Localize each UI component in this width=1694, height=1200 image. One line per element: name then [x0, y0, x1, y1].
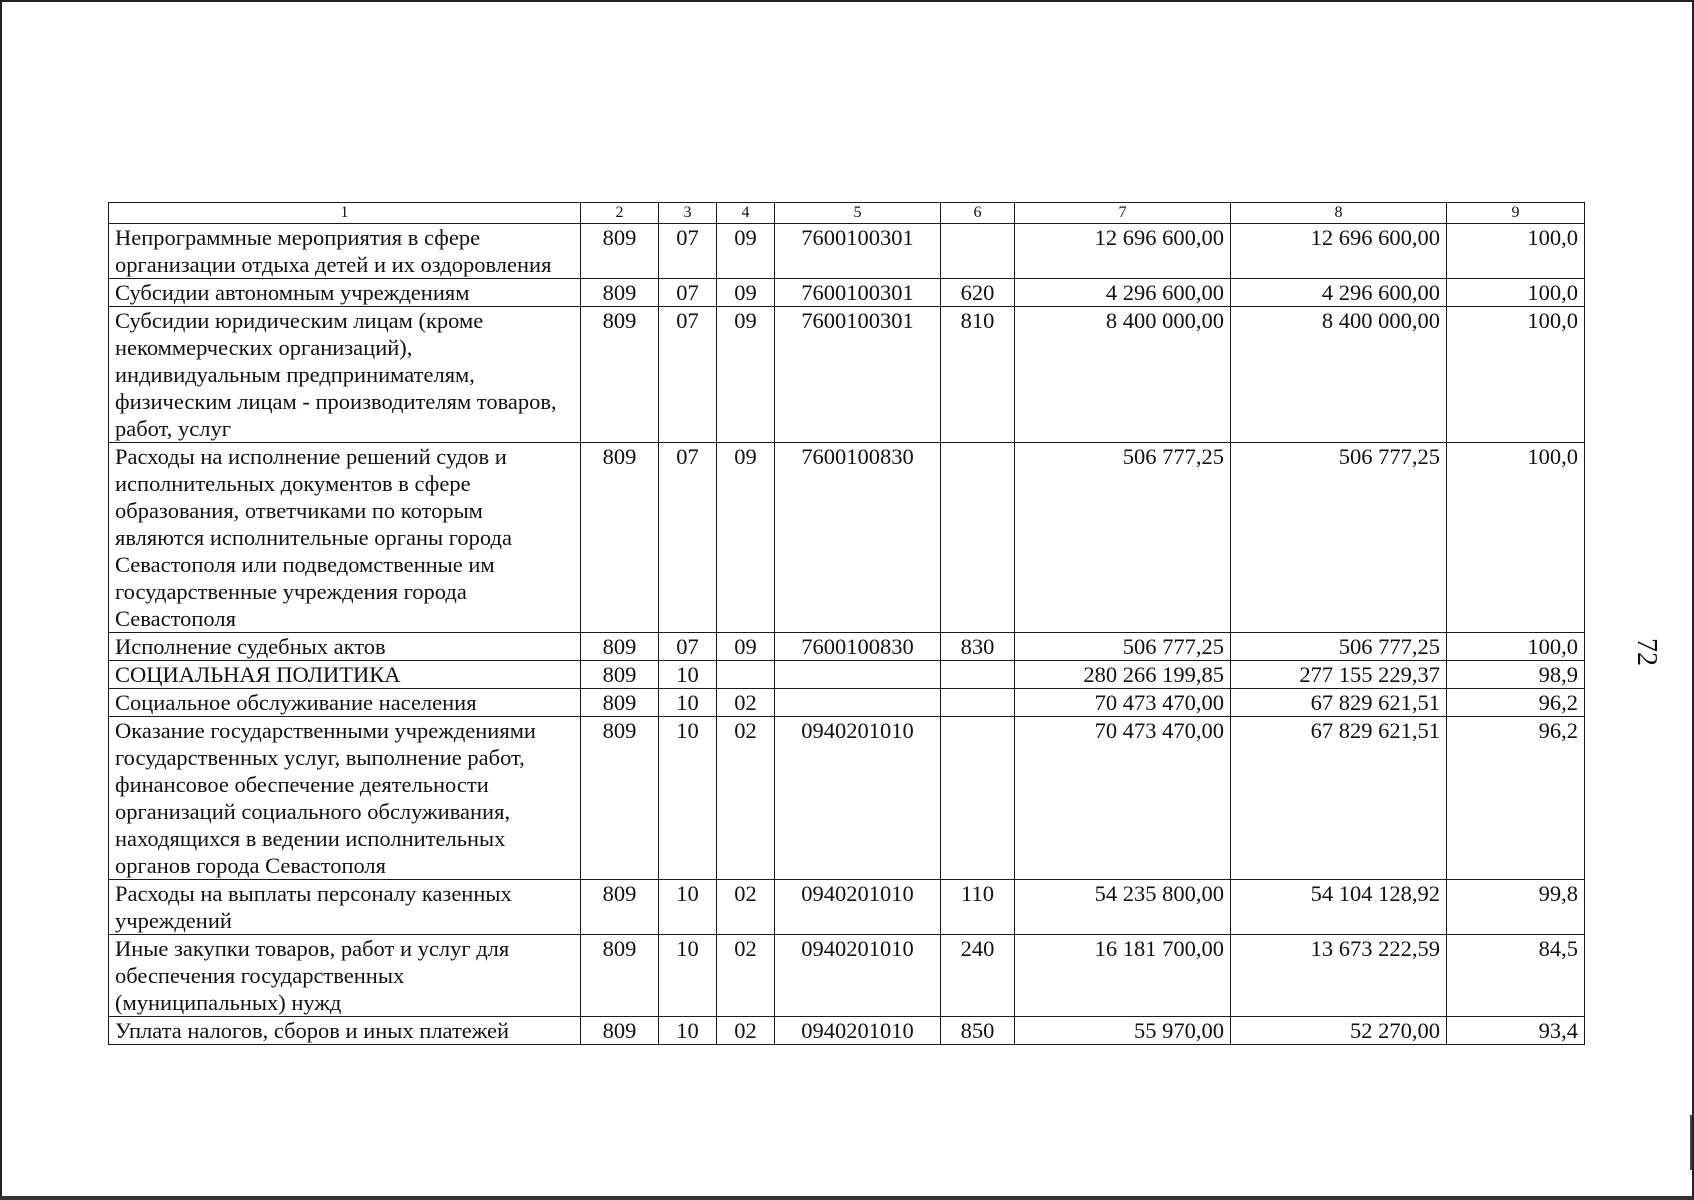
subsection-cell: 02 [717, 717, 775, 880]
subsection-cell: 09 [717, 633, 775, 661]
expense-type-cell [941, 443, 1015, 633]
table-row [109, 717, 1585, 880]
column-header: 4 [717, 203, 775, 224]
column-header: 9 [1447, 203, 1585, 224]
page-number: 72 [1631, 638, 1662, 666]
subsection-cell: 09 [717, 443, 775, 633]
percent-cell: 96,2 [1447, 689, 1585, 717]
code-cell: 809 [581, 689, 659, 717]
expense-type-cell [941, 661, 1015, 689]
subsection-cell: 02 [717, 1017, 775, 1045]
percent-cell: 96,2 [1447, 717, 1585, 880]
target-article-cell: 7600100830 [775, 443, 941, 633]
code-cell: 809 [581, 307, 659, 443]
table-row [109, 935, 1585, 1017]
section-cell: 07 [659, 307, 717, 443]
expense-type-cell [941, 689, 1015, 717]
column-header: 6 [941, 203, 1015, 224]
percent-cell: 100,0 [1447, 279, 1585, 307]
code-cell: 809 [581, 633, 659, 661]
planned-amount-cell: 70 473 470,00 [1015, 689, 1231, 717]
executed-amount-cell: 67 829 621,51 [1231, 689, 1447, 717]
table-row [109, 443, 1585, 633]
planned-amount-cell: 12 696 600,00 [1015, 224, 1231, 279]
percent-cell: 100,0 [1447, 307, 1585, 443]
section-cell: 10 [659, 1017, 717, 1045]
row-name-cell: СОЦИАЛЬНАЯ ПОЛИТИКА [109, 661, 581, 689]
row-name-cell: Расходы на исполнение решений судов и исполнительных документов в сфере образования, ответчиками по которым являются исполнительные органы города Севастополя или подведомственные им государственные учреждения города Севастополя [109, 443, 581, 633]
percent-cell: 100,0 [1447, 633, 1585, 661]
percent-cell: 100,0 [1447, 224, 1585, 279]
planned-amount-cell: 70 473 470,00 [1015, 717, 1231, 880]
expense-type-cell: 850 [941, 1017, 1015, 1045]
subsection-cell: 09 [717, 307, 775, 443]
section-cell: 10 [659, 880, 717, 935]
code-cell: 809 [581, 224, 659, 279]
code-cell: 809 [581, 935, 659, 1017]
row-name-cell: Непрограммные мероприятия в сфере организации отдыха детей и их оздоровления [109, 224, 581, 279]
planned-amount-cell: 55 970,00 [1015, 1017, 1231, 1045]
section-cell: 10 [659, 661, 717, 689]
target-article-cell: 7600100301 [775, 224, 941, 279]
executed-amount-cell: 277 155 229,37 [1231, 661, 1447, 689]
planned-amount-cell: 8 400 000,00 [1015, 307, 1231, 443]
expense-type-cell: 620 [941, 279, 1015, 307]
executed-amount-cell: 506 777,25 [1231, 443, 1447, 633]
target-article-cell: 0940201010 [775, 880, 941, 935]
row-name-cell: Субсидии юридическим лицам (кроме некоммерческих организаций), индивидуальным предпринимателям, физическим лицам - производителям товаров, работ, услуг [109, 307, 581, 443]
target-article-cell: 0940201010 [775, 935, 941, 1017]
executed-amount-cell: 4 296 600,00 [1231, 279, 1447, 307]
table-row [109, 279, 1585, 307]
code-cell: 809 [581, 880, 659, 935]
executed-amount-cell: 506 777,25 [1231, 633, 1447, 661]
budget-execution-table [108, 202, 1585, 1045]
expense-type-cell: 830 [941, 633, 1015, 661]
section-cell: 07 [659, 279, 717, 307]
scan-edge-mark [1690, 1115, 1692, 1170]
planned-amount-cell: 54 235 800,00 [1015, 880, 1231, 935]
target-article-cell [775, 689, 941, 717]
table-row [109, 633, 1585, 661]
code-cell: 809 [581, 443, 659, 633]
subsection-cell: 09 [717, 279, 775, 307]
percent-cell: 100,0 [1447, 443, 1585, 633]
code-cell: 809 [581, 1017, 659, 1045]
executed-amount-cell: 67 829 621,51 [1231, 717, 1447, 880]
target-article-cell: 7600100830 [775, 633, 941, 661]
table-row [109, 689, 1585, 717]
target-article-cell: 0940201010 [775, 1017, 941, 1045]
column-header: 1 [109, 203, 581, 224]
section-cell: 07 [659, 224, 717, 279]
section-cell: 10 [659, 689, 717, 717]
expense-type-cell [941, 224, 1015, 279]
column-header: 7 [1015, 203, 1231, 224]
percent-cell: 99,8 [1447, 880, 1585, 935]
expense-type-cell: 240 [941, 935, 1015, 1017]
percent-cell: 93,4 [1447, 1017, 1585, 1045]
subsection-cell: 02 [717, 689, 775, 717]
section-cell: 07 [659, 633, 717, 661]
column-header: 3 [659, 203, 717, 224]
table-row [109, 661, 1585, 689]
row-name-cell: Социальное обслуживание населения [109, 689, 581, 717]
planned-amount-cell: 4 296 600,00 [1015, 279, 1231, 307]
subsection-cell: 02 [717, 880, 775, 935]
percent-cell: 84,5 [1447, 935, 1585, 1017]
executed-amount-cell: 52 270,00 [1231, 1017, 1447, 1045]
code-cell: 809 [581, 717, 659, 880]
code-cell: 809 [581, 661, 659, 689]
row-name-cell: Расходы на выплаты персоналу казенных учреждений [109, 880, 581, 935]
section-cell: 10 [659, 935, 717, 1017]
executed-amount-cell: 54 104 128,92 [1231, 880, 1447, 935]
target-article-cell: 0940201010 [775, 717, 941, 880]
executed-amount-cell: 13 673 222,59 [1231, 935, 1447, 1017]
target-article-cell [775, 661, 941, 689]
subsection-cell: 09 [717, 224, 775, 279]
row-name-cell: Исполнение судебных актов [109, 633, 581, 661]
row-name-cell: Уплата налогов, сборов и иных платежей [109, 1017, 581, 1045]
planned-amount-cell: 280 266 199,85 [1015, 661, 1231, 689]
planned-amount-cell: 506 777,25 [1015, 443, 1231, 633]
column-number-row [109, 203, 1585, 224]
planned-amount-cell: 16 181 700,00 [1015, 935, 1231, 1017]
table-row [109, 880, 1585, 935]
planned-amount-cell: 506 777,25 [1015, 633, 1231, 661]
section-cell: 07 [659, 443, 717, 633]
page-bottom-edge [0, 1196, 1694, 1200]
column-header: 8 [1231, 203, 1447, 224]
subsection-cell [717, 661, 775, 689]
expense-type-cell [941, 717, 1015, 880]
executed-amount-cell: 8 400 000,00 [1231, 307, 1447, 443]
table-row [109, 307, 1585, 443]
percent-cell: 98,9 [1447, 661, 1585, 689]
target-article-cell: 7600100301 [775, 307, 941, 443]
section-cell: 10 [659, 717, 717, 880]
column-header: 5 [775, 203, 941, 224]
expense-type-cell: 110 [941, 880, 1015, 935]
row-name-cell: Субсидии автономным учреждениям [109, 279, 581, 307]
table-row [109, 224, 1585, 279]
target-article-cell: 7600100301 [775, 279, 941, 307]
code-cell: 809 [581, 279, 659, 307]
table-row [109, 1017, 1585, 1045]
row-name-cell: Иные закупки товаров, работ и услуг для обеспечения государственных (муниципальных) нужд [109, 935, 581, 1017]
subsection-cell: 02 [717, 935, 775, 1017]
row-name-cell: Оказание государственными учреждениями государственных услуг, выполнение работ, финансовое обеспечение деятельности организаций социального обслуживания, находящихся в ведении исполнительных органов города Севастополя [109, 717, 581, 880]
executed-amount-cell: 12 696 600,00 [1231, 224, 1447, 279]
expense-type-cell: 810 [941, 307, 1015, 443]
column-header: 2 [581, 203, 659, 224]
